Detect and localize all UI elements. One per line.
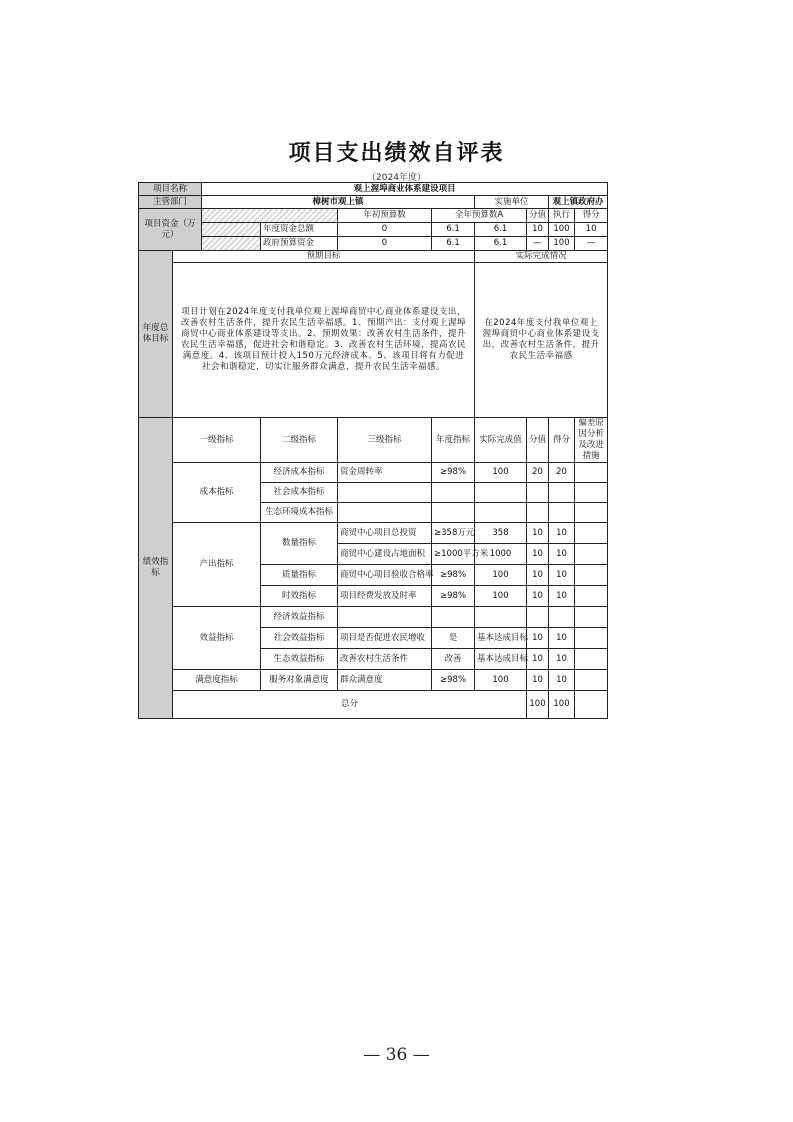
goals-header-row xyxy=(139,251,608,263)
funds-score-value: — xyxy=(527,237,549,251)
score-cell: 10 xyxy=(549,628,575,649)
hatch-cell xyxy=(202,223,261,237)
reason-cell xyxy=(575,565,608,586)
actual-cell: 100 xyxy=(475,586,527,607)
actual-goal-header: 实际完成情况 xyxy=(475,251,608,263)
target-cell: 改善 xyxy=(432,649,475,670)
level3-cell: 商贸中心建设占地面积 xyxy=(338,544,432,565)
reason-cell xyxy=(575,483,608,503)
funds-row-gov xyxy=(139,237,608,251)
indicator-header-row xyxy=(139,418,608,463)
level3-cell: 商贸中心项目验收合格率 xyxy=(338,565,432,586)
level2-cell: 社会效益指标 xyxy=(261,628,338,649)
level3-cell xyxy=(338,483,432,503)
col-score: 得分 xyxy=(549,418,575,463)
reason-cell xyxy=(575,503,608,523)
level3-cell xyxy=(338,503,432,523)
score-value-cell: 10 xyxy=(527,523,549,544)
target-cell xyxy=(432,503,475,523)
actual-cell xyxy=(475,503,527,523)
page-title: 项目支出绩效自评表 xyxy=(288,140,505,166)
score-value-cell xyxy=(527,503,549,523)
score-value-cell: 20 xyxy=(527,463,549,483)
level3-cell: 资金周转率 xyxy=(338,463,432,483)
project-name-label: 项目名称 xyxy=(139,183,202,196)
funds-score: — xyxy=(575,237,608,251)
funds-header-blank xyxy=(202,209,338,223)
score-cell: 10 xyxy=(549,586,575,607)
score-cell: 10 xyxy=(549,565,575,586)
score-cell: 10 xyxy=(549,649,575,670)
self-evaluation-table xyxy=(138,182,608,719)
score-cell: 20 xyxy=(549,463,575,483)
reason-cell xyxy=(575,607,608,628)
score-value-cell xyxy=(527,607,549,628)
col-score-value: 分值 xyxy=(527,418,549,463)
expected-goal-text: 项目计划在2024年度支付我单位观上渥埠商贸中心商业体系建设支出，改善农村生活条件，提升农民生活幸福感。1、预期产出：支付观上渥埠商贸中心商业体系建设等支出。2、预期效果：改善农村生活条件，提升农民生活幸福感，促进社会和谐稳定。3、改善农村生活环境，提高农民满意度。4、该项目预计投入150万元经济成本。5、该项目将有力促进社会和谐稳定，切实让服务群众满意，提升农民生活幸福感。 xyxy=(173,263,475,418)
level3-cell xyxy=(338,607,432,628)
score-cell: 10 xyxy=(549,544,575,565)
col-annual-budget: 全年预算数A xyxy=(432,209,527,223)
total-score-value: 100 xyxy=(527,691,549,719)
level3-cell: 项目经费发放及时率 xyxy=(338,586,432,607)
score-cell: 10 xyxy=(549,523,575,544)
level3-cell: 项目是否促进农民增收 xyxy=(338,628,432,649)
level2-cell: 生态效益指标 xyxy=(261,649,338,670)
expected-goal-header: 预期目标 xyxy=(173,251,475,263)
goals-label: 年度总体目标 xyxy=(139,251,173,418)
funds-header-row xyxy=(139,209,608,223)
col-exec-rate: 执行 xyxy=(549,209,575,223)
indicator-row xyxy=(139,607,608,628)
total-reason xyxy=(575,691,608,719)
target-cell: ≥98% xyxy=(432,670,475,691)
target-cell: ≥98% xyxy=(432,565,475,586)
dept-value: 樟树市观上镇 xyxy=(202,196,475,209)
col-score-value: 分值 xyxy=(527,209,549,223)
score-value-cell: 10 xyxy=(527,586,549,607)
col-level2: 二级指标 xyxy=(261,418,338,463)
actual-cell: 基本达成目标 xyxy=(475,649,527,670)
goals-content-row xyxy=(139,263,608,418)
actual-cell: 基本达成目标 xyxy=(475,628,527,649)
reason-cell xyxy=(575,586,608,607)
score-value-cell xyxy=(527,483,549,503)
score-cell xyxy=(549,483,575,503)
project-name-value: 观上渥埠商业体系建设项目 xyxy=(202,183,608,196)
hatch-cell xyxy=(202,237,261,251)
funds-exec-rate: 100 xyxy=(549,237,575,251)
total-score: 100 xyxy=(549,691,575,719)
impl-value: 观上镇政府办 xyxy=(549,196,608,209)
indicators-label: 绩效指标 xyxy=(139,418,173,719)
page-number: — 36 — xyxy=(363,1045,430,1065)
year-subtitle: （2024年度） xyxy=(367,173,426,183)
col-reason: 偏差原因分析及改进措施 xyxy=(575,418,608,463)
actual-cell: 100 xyxy=(475,565,527,586)
level1-satisfaction: 满意度指标 xyxy=(173,670,261,691)
level1-output: 产出指标 xyxy=(173,523,261,607)
actual-cell: 1000 xyxy=(475,544,527,565)
reason-cell xyxy=(575,544,608,565)
score-cell xyxy=(549,607,575,628)
target-cell: 是 xyxy=(432,628,475,649)
project-name-row xyxy=(139,183,608,196)
indicator-row xyxy=(139,670,608,691)
target-cell xyxy=(432,607,475,628)
reason-cell xyxy=(575,649,608,670)
actual-cell: 100 xyxy=(475,463,527,483)
funds-annual: 6.1 xyxy=(432,223,475,237)
score-value-cell: 10 xyxy=(527,670,549,691)
level2-cell: 质量指标 xyxy=(261,565,338,586)
funds-row-name: 政府预算资金 xyxy=(261,237,338,251)
level1-benefit: 效益指标 xyxy=(173,607,261,670)
actual-cell: 358 xyxy=(475,523,527,544)
reason-cell xyxy=(575,463,608,483)
col-level1: 一级指标 xyxy=(173,418,261,463)
level2-cell: 经济成本指标 xyxy=(261,463,338,483)
funds-score: 10 xyxy=(575,223,608,237)
funds-row-total xyxy=(139,223,608,237)
reason-cell xyxy=(575,670,608,691)
col-score: 得分 xyxy=(575,209,608,223)
reason-cell xyxy=(575,628,608,649)
col-initial-budget: 年初预算数 xyxy=(338,209,432,223)
score-cell: 10 xyxy=(549,670,575,691)
funds-exec-rate: 100 xyxy=(549,223,575,237)
col-actual: 实际完成值 xyxy=(475,418,527,463)
score-value-cell: 10 xyxy=(527,649,549,670)
funds-initial: 0 xyxy=(338,237,432,251)
funds-score-value: 10 xyxy=(527,223,549,237)
funds-label: 项目资金（万元） xyxy=(139,209,202,251)
actual-goal-text: 在2024年度支付我单位观上渥埠商贸中心商业体系建设支出，改善农村生活条件，提升农民生活幸福感 xyxy=(475,263,608,418)
level2-cell: 社会成本指标 xyxy=(261,483,338,503)
funds-row-name: 年度资金总额 xyxy=(261,223,338,237)
funds-exec: 6.1 xyxy=(475,223,527,237)
actual-cell xyxy=(475,483,527,503)
total-label: 总分 xyxy=(173,691,527,719)
funds-annual: 6.1 xyxy=(432,237,475,251)
level3-cell: 群众满意度 xyxy=(338,670,432,691)
actual-cell xyxy=(475,607,527,628)
target-cell: ≥98% xyxy=(432,463,475,483)
score-cell xyxy=(549,503,575,523)
target-cell: ≥98% xyxy=(432,586,475,607)
score-value-cell: 10 xyxy=(527,565,549,586)
score-value-cell: 10 xyxy=(527,628,549,649)
funds-exec: 6.1 xyxy=(475,237,527,251)
level1-cost: 成本指标 xyxy=(173,463,261,523)
indicator-row xyxy=(139,463,608,483)
level3-cell: 商贸中心项目总投资 xyxy=(338,523,432,544)
reason-cell xyxy=(575,523,608,544)
level2-cell: 时效指标 xyxy=(261,586,338,607)
dept-row xyxy=(139,196,608,209)
level2-quantity: 数量指标 xyxy=(261,523,338,565)
level2-cell: 服务对象满意度 xyxy=(261,670,338,691)
col-level3: 三级指标 xyxy=(338,418,432,463)
col-target: 年度指标 xyxy=(432,418,475,463)
dept-label: 主管部门 xyxy=(139,196,202,209)
impl-label: 实施单位 xyxy=(475,196,549,209)
total-row xyxy=(139,691,608,719)
funds-initial: 0 xyxy=(338,223,432,237)
level2-cell: 经济效益指标 xyxy=(261,607,338,628)
target-cell: ≥358万元 xyxy=(432,523,475,544)
score-value-cell: 10 xyxy=(527,544,549,565)
target-cell: ≥1000平方米 xyxy=(432,544,475,565)
level3-cell: 改善农村生活条件 xyxy=(338,649,432,670)
indicator-row xyxy=(139,523,608,544)
actual-cell: 100 xyxy=(475,670,527,691)
target-cell xyxy=(432,483,475,503)
level2-cell: 生态环境成本指标 xyxy=(261,503,338,523)
